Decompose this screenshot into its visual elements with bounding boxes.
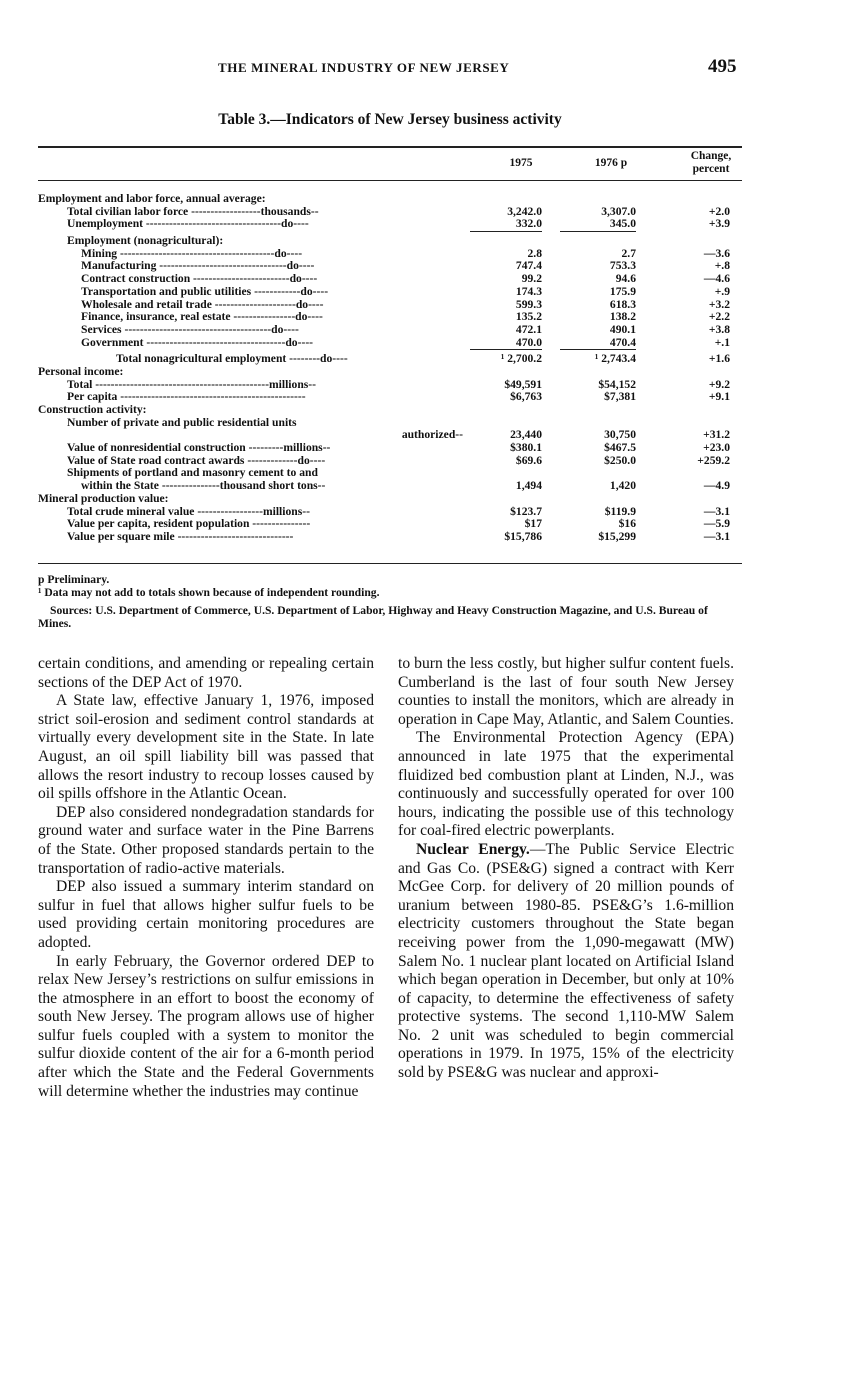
value-1976: 345.0 <box>560 218 636 232</box>
table-row <box>0 193 860 206</box>
table-top-rule <box>38 146 742 148</box>
table-row <box>0 518 860 531</box>
row-label: Value per capita, resident population --------------- <box>67 517 311 531</box>
value-change: +3.2 <box>708 297 730 311</box>
row-label: Wholesale and retail trade ---------------------do---- <box>81 297 324 311</box>
value-change: +1.6 <box>708 352 730 366</box>
row-label: Number of private and public residential units <box>67 415 297 429</box>
row-label: Unemployment -----------------------------------do---- <box>67 217 309 231</box>
value-1975: $6,763 <box>510 390 542 404</box>
table-header-rule <box>38 180 742 181</box>
row-label: Mineral production value: <box>38 491 169 505</box>
table-row <box>0 353 860 366</box>
value-change: —3.6 <box>703 246 730 260</box>
value-change: +31.2 <box>703 428 730 442</box>
row-label: Employment and labor force, annual average: <box>38 192 266 205</box>
footnote-preliminary: p Preliminary. <box>38 573 110 586</box>
value-1976: 2.7 <box>621 246 636 260</box>
paragraph: to burn the less costly, but higher sulfur content fuels. Cumberland is the last of four south New Jersey counties to install the monitors, which are already in operation in Cape May, Atlantic, and Salem Counties. <box>398 655 734 728</box>
table-row <box>0 404 860 417</box>
table-row <box>0 311 860 324</box>
value-1975: 135.2 <box>515 310 542 324</box>
paragraph: DEP also considered nondegradation standards for ground water and surface water in the Pine Barrens of the State. Other proposed standards pertain to the transportation of radio-active materials. <box>38 803 374 877</box>
footnote-rounding: ¹ Data may not add to totals shown because of independent rounding. <box>38 586 380 599</box>
table-body <box>0 193 860 544</box>
row-label: Value per square mile ------------------------------ <box>67 529 294 543</box>
table-title: Table 3.—Indicators of New Jersey business activity <box>218 111 562 128</box>
table-row <box>0 493 860 506</box>
row-label: Employment (nonagricultural): <box>67 234 224 248</box>
value-1976: ¹ 2,743.4 <box>594 352 636 366</box>
row-label: Transportation and public utilities ------------do---- <box>81 284 329 298</box>
value-1976: 490.1 <box>609 322 636 336</box>
row-label: Total nonagricultural employment --------do---- <box>116 352 348 366</box>
table-notes <box>38 573 742 630</box>
value-1975: 3,242.0 <box>507 204 542 218</box>
value-change: +.1 <box>714 335 730 349</box>
table-row <box>0 273 860 286</box>
table-row <box>0 366 860 379</box>
value-1976: 753.3 <box>609 259 636 273</box>
paragraph: The Environmental Protection Agency (EPA) announced in late 1975 that the experimental fluidized bed combustion plant at Linden, N.J., was continuously and successfully operated for over 100 hours, indicating the possible use of this technology for coal-fired electric powerplants. <box>398 729 734 840</box>
value-1975: $69.6 <box>515 453 542 467</box>
row-label: authorized-- <box>401 428 463 442</box>
value-1975: 2.8 <box>527 246 542 260</box>
value-change: +3.9 <box>708 217 730 231</box>
row-label: Value of nonresidential construction ---------millions-- <box>67 441 331 455</box>
value-1975: 1,494 <box>515 479 542 493</box>
row-label: Construction activity: <box>38 403 147 416</box>
right-column <box>398 655 734 1083</box>
value-1976: 138.2 <box>609 310 636 324</box>
row-label: Total crude mineral value -----------------millions-- <box>67 504 310 518</box>
value-1976: 1,420 <box>609 479 636 493</box>
running-title: THE MINERAL INDUSTRY OF NEW JERSEY <box>218 60 510 75</box>
value-change: +.8 <box>714 259 730 273</box>
row-label: Services --------------------------------------do---- <box>81 322 299 336</box>
column-header-1976: 1976 p <box>594 157 628 169</box>
value-change: +9.1 <box>708 390 730 404</box>
row-label: within the State ---------------thousand short tons-- <box>81 479 326 493</box>
table-row <box>0 442 860 455</box>
row-label: Total civilian labor force ------------------thousands-- <box>67 204 319 218</box>
row-label: Per capita ------------------------------------------------ <box>67 390 306 404</box>
value-1976: 175.9 <box>609 284 636 298</box>
table-sources: Sources: U.S. Department of Commerce, U.S. Department of Labor, Highway and Heavy Construction Magazine, and U.S. Bureau of Mines. <box>38 604 708 630</box>
value-1975: 23,440 <box>510 428 542 442</box>
value-change: +2.2 <box>708 310 730 324</box>
table-row <box>0 324 860 337</box>
value-1976: 94.6 <box>615 272 636 286</box>
table-row <box>0 531 860 544</box>
paragraph-nuclear-energy <box>398 841 734 1083</box>
paragraph: A State law, effective January 1, 1976, imposed strict soil-erosion and sediment control standards at virtually every development site in the State. In late August, an oil spill liability bill was passed that allows the resort industry to recoup losses caused by oil spills offshore in the Atlantic Ocean. <box>38 692 374 803</box>
row-label: Total ---------------------------------------------millions-- <box>67 377 316 391</box>
value-1976: 3,307.0 <box>601 204 636 218</box>
value-1975: 174.3 <box>515 284 542 298</box>
paragraph: In early February, the Governor ordered DEP to relax New Jersey’s restrictions on sulfur emissions in the atmosphere in an effort to boost the economy of south New Jersey. The program allows use of higher sulfur fuels coupled with a system to monitor the sulfur dioxide content of the air for a 6-month period after which the State and the Federal Governments will determine whether the industries may continue <box>38 952 374 1100</box>
left-column <box>38 655 374 1101</box>
table-row <box>0 286 860 299</box>
value-1975: 747.4 <box>515 259 542 273</box>
row-label: Contract construction -------------------------do---- <box>81 272 318 286</box>
value-change: —4.6 <box>703 272 730 286</box>
value-1976: $15,299 <box>598 529 636 543</box>
row-label: Personal income: <box>38 364 124 378</box>
value-1976: $119.9 <box>604 504 636 518</box>
value-change: +3.8 <box>708 322 730 336</box>
value-1975: 599.3 <box>515 297 542 311</box>
value-change: +9.2 <box>708 377 730 391</box>
row-label: Shipments of portland and masonry cement to and <box>67 466 318 480</box>
value-change: —3.1 <box>703 529 730 543</box>
value-1975: ¹ 2,700.2 <box>500 352 542 366</box>
value-1975: 99.2 <box>521 272 542 286</box>
value-1976: 470.4 <box>560 337 636 351</box>
table-row <box>0 337 860 350</box>
value-1976: 618.3 <box>609 297 636 311</box>
value-1975: $123.7 <box>510 504 542 518</box>
paragraph: certain conditions, and amending or repealing certain sections of the DEP Act of 1970. <box>38 655 374 691</box>
value-1975: $15,786 <box>504 529 542 543</box>
value-1976: 30,750 <box>604 428 636 442</box>
row-label: Government ------------------------------------do---- <box>81 335 314 349</box>
value-1975: 332.0 <box>470 218 542 232</box>
paragraph-text: —The Public Service Electric and Gas Co. (PSE&G) signed a contract with Kerr McGee Corp. for delivery of 20 million pounds of uranium between 1980-85. PSE&G’s 1.6-million electricity customers throughout the State began receiving power from the 1,090-megawatt (MW) Salem No. 1 nuclear plant located on Artificial Island which began operation in December, but only at 10% of capacity, to determine the effectiveness of safety protective systems. The second 1,110-MW Salem No. 2 unit was scheduled to begin commercial operations in 1979. In 1975, 15% of the electricity sold by PSE&G was nuclear and approxi- <box>398 840 734 1082</box>
table-row <box>0 480 860 493</box>
value-1975: 472.1 <box>515 322 542 336</box>
section-heading: Nuclear Energy. <box>416 840 530 858</box>
row-label: Finance, insurance, real estate ----------------do---- <box>81 310 323 324</box>
paragraph: DEP also issued a summary interim standard on sulfur in fuel that allows higher sulfur fuels to be used providing certain monitoring procedures are adopted. <box>38 878 374 951</box>
value-change: +259.2 <box>697 453 730 467</box>
value-1976: $16 <box>618 517 636 531</box>
table-row <box>0 218 860 231</box>
value-change: +23.0 <box>703 441 730 455</box>
table-row <box>0 235 860 248</box>
value-1976: $54,152 <box>598 377 636 391</box>
value-change: —4.9 <box>703 479 730 493</box>
value-1975: $17 <box>524 517 542 531</box>
row-label: Manufacturing ---------------------------------do---- <box>81 259 315 273</box>
value-change: —3.1 <box>703 504 730 518</box>
value-change: +.9 <box>714 284 730 298</box>
column-header-1975: 1975 <box>509 157 533 169</box>
value-1975: $49,591 <box>504 377 542 391</box>
value-1976: $7,381 <box>604 390 636 404</box>
value-change: +2.0 <box>708 204 730 218</box>
row-label: Mining ----------------------------------------do---- <box>81 246 303 260</box>
page-number: 495 <box>708 56 737 77</box>
value-1976: $467.5 <box>604 441 636 455</box>
column-header-change: Change, percent <box>690 150 732 175</box>
value-1975: $380.1 <box>510 441 542 455</box>
value-1976: $250.0 <box>604 453 636 467</box>
table-bottom-rule <box>38 563 742 564</box>
value-change: —5.9 <box>703 517 730 531</box>
value-1975: 470.0 <box>470 337 542 351</box>
row-label: Value of State road contract awards -------------do---- <box>67 453 326 467</box>
